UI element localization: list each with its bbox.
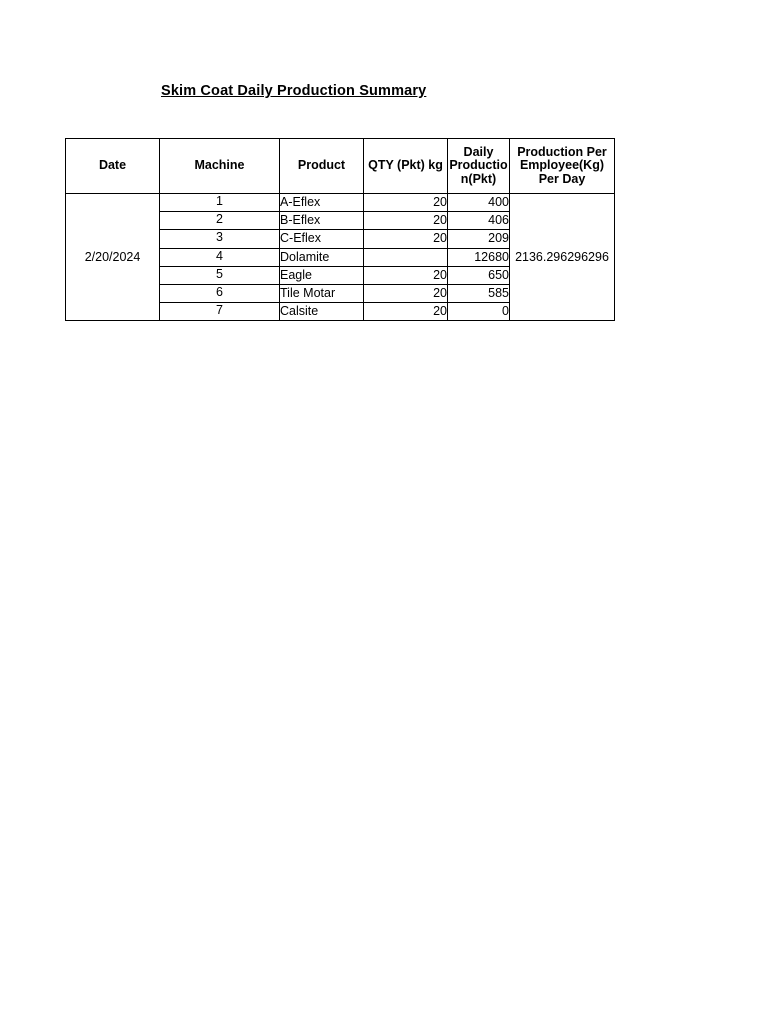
product-cell: C-Eflex — [280, 230, 364, 248]
daily-production-cell: 12680 — [448, 248, 510, 266]
table-header-row — [66, 139, 615, 194]
header-qty: QTY (Pkt) kg — [364, 139, 448, 194]
daily-production-cell: 650 — [448, 266, 510, 284]
qty-cell: 20 — [364, 212, 448, 230]
header-emp-line1: Production Per — [517, 144, 607, 159]
qty-cell: 20 — [364, 266, 448, 284]
machine-cell: 4 — [160, 248, 280, 266]
qty-cell: 20 — [364, 194, 448, 212]
product-cell: Dolamite — [280, 248, 364, 266]
machine-cell: 7 — [160, 303, 280, 321]
machine-cell: 2 — [160, 212, 280, 230]
product-cell: A-Eflex — [280, 194, 364, 212]
product-cell: Calsite — [280, 303, 364, 321]
header-emp-line3: Per Day — [538, 171, 586, 186]
daily-production-cell: 400 — [448, 194, 510, 212]
header-machine: Machine — [160, 139, 280, 194]
header-daily-line2: Productio — [449, 158, 508, 173]
header-product: Product — [280, 139, 364, 194]
qty-cell: 20 — [364, 230, 448, 248]
machine-cell: 3 — [160, 230, 280, 248]
header-date: Date — [66, 139, 160, 194]
production-summary-table — [65, 138, 615, 321]
daily-production-cell: 0 — [448, 303, 510, 321]
header-daily-production — [448, 139, 510, 194]
table-row — [66, 194, 615, 212]
machine-cell: 1 — [160, 194, 280, 212]
header-emp-line2: Employee(Kg) — [519, 158, 605, 173]
production-per-employee-cell: 2136.296296296 — [510, 194, 615, 321]
qty-cell — [364, 248, 448, 266]
product-cell: Tile Motar — [280, 284, 364, 302]
header-production-per-employee — [510, 139, 615, 194]
header-daily-line1: Daily — [463, 144, 494, 159]
date-cell: 2/20/2024 — [66, 194, 160, 321]
machine-cell: 5 — [160, 266, 280, 284]
qty-cell: 20 — [364, 303, 448, 321]
page-title: Skim Coat Daily Production Summary — [161, 83, 427, 99]
daily-production-cell: 406 — [448, 212, 510, 230]
machine-cell: 6 — [160, 284, 280, 302]
qty-cell: 20 — [364, 284, 448, 302]
product-cell: Eagle — [280, 266, 364, 284]
product-cell: B-Eflex — [280, 212, 364, 230]
daily-production-cell: 209 — [448, 230, 510, 248]
header-daily-line3: n(Pkt) — [460, 171, 497, 186]
daily-production-cell: 585 — [448, 284, 510, 302]
